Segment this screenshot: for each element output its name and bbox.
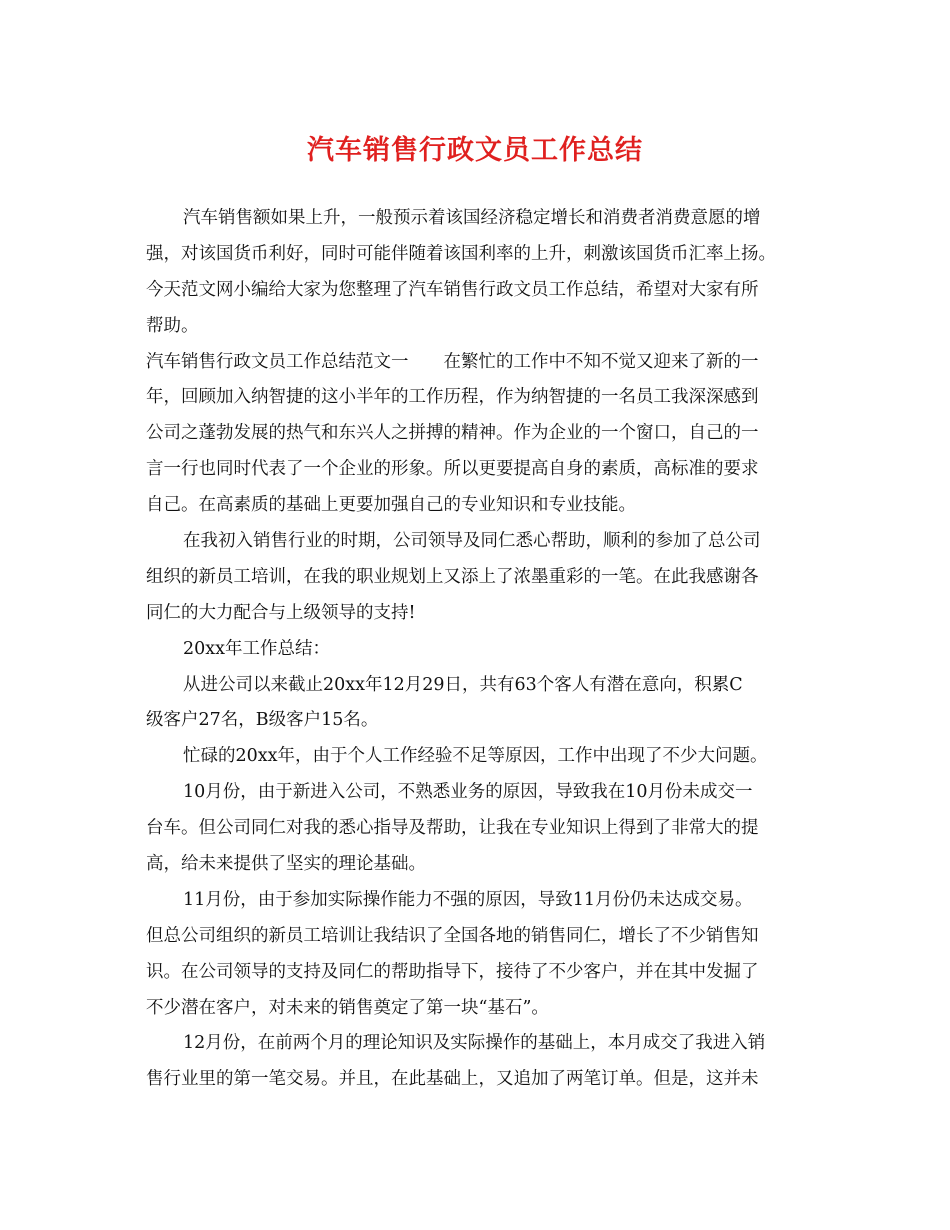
text-line: 10月份，由于新进入公司，不熟悉业务的原因，导致我在10月份未成交一 [183, 782, 753, 803]
text-line: 台车。但公司同仁对我的悉心指导及帮助，让我在专业知识上得到了非常大的提 [146, 818, 759, 839]
text-line: 汽车销售额如果上升，一般预示着该国经济稳定增长和消费者消费意愿的增 [183, 208, 761, 228]
text-line: 同仁的大力配合与上级领导的支持! [146, 602, 416, 623]
text-line: 售行业里的第一笔交易。并且，在此基础上，又追加了两笔订单。但是，这并未 [146, 1069, 759, 1090]
text-line: 汽车销售行政文员工作总结范文一 在繁忙的工作中不知不觉又迎来了新的一 [146, 351, 759, 372]
text-line: 识。在公司领导的支持及同仁的帮助指导下，接待了不少客户，并在其中发掘了 [146, 961, 759, 982]
text-line: 级客户27名，B级客户15名。 [146, 710, 379, 731]
text-line: 11月份，由于参加实际操作能力不强的原因，导致11月份仍未达成交易。 [183, 889, 753, 910]
text-line: 从进公司以来截止20xx年12月29日，共有63个客人有潜在意向，积累C [183, 674, 743, 695]
text-line: 20xx年工作总结： [183, 638, 331, 659]
text-line: 忙碌的20xx年，由于个人工作经验不足等原因，工作中出现了不少大问题。 [183, 746, 768, 767]
text-line: 组织的新员工培训，在我的职业规划上又添上了浓墨重彩的一笔。在此我感谢各 [146, 566, 759, 587]
text-line: 帮助。 [146, 315, 199, 336]
text-line: 在我初入销售行业的时期，公司领导及同仁悉心帮助，顺利的参加了总公司 [183, 531, 761, 552]
text-line: 强，对该国货币利好，同时可能伴随着该国利率的上升，刺激该国货币汇率上扬。 [146, 243, 776, 264]
text-line: 自己。在高素质的基础上更要加强自己的专业知识和专业技能。 [146, 495, 636, 516]
text-line: 今天范文网小编给大家为您整理了汽车销售行政文员工作总结，希望对大家有所 [146, 279, 759, 300]
text-line: 但总公司组织的新员工培训让我结识了全国各地的销售同仁，增长了不少销售知 [146, 925, 759, 946]
document-body [146, 201, 806, 1098]
text-line: 言一行也同时代表了一个企业的形象。所以更要提高自身的素质，高标准的要求 [146, 459, 759, 480]
text-line: 公司之蓬勃发展的热气和东兴人之拼搏的精神。作为企业的一个窗口，自己的一 [146, 423, 759, 444]
text-line: 12月份，在前两个月的理论知识及实际操作的基础上，本月成交了我进入销 [183, 1033, 766, 1054]
text-line: 年，回顾加入纳智捷的这小半年的工作历程，作为纳智捷的一名员工我深深感到 [146, 387, 759, 408]
text-line: 不少潜在客户，对未来的销售奠定了第一块“基石”。 [146, 997, 549, 1018]
text-line: 高，给未来提供了坚实的理论基础。 [146, 854, 426, 875]
document-title: 汽车销售行政文员工作总结 [307, 135, 643, 166]
